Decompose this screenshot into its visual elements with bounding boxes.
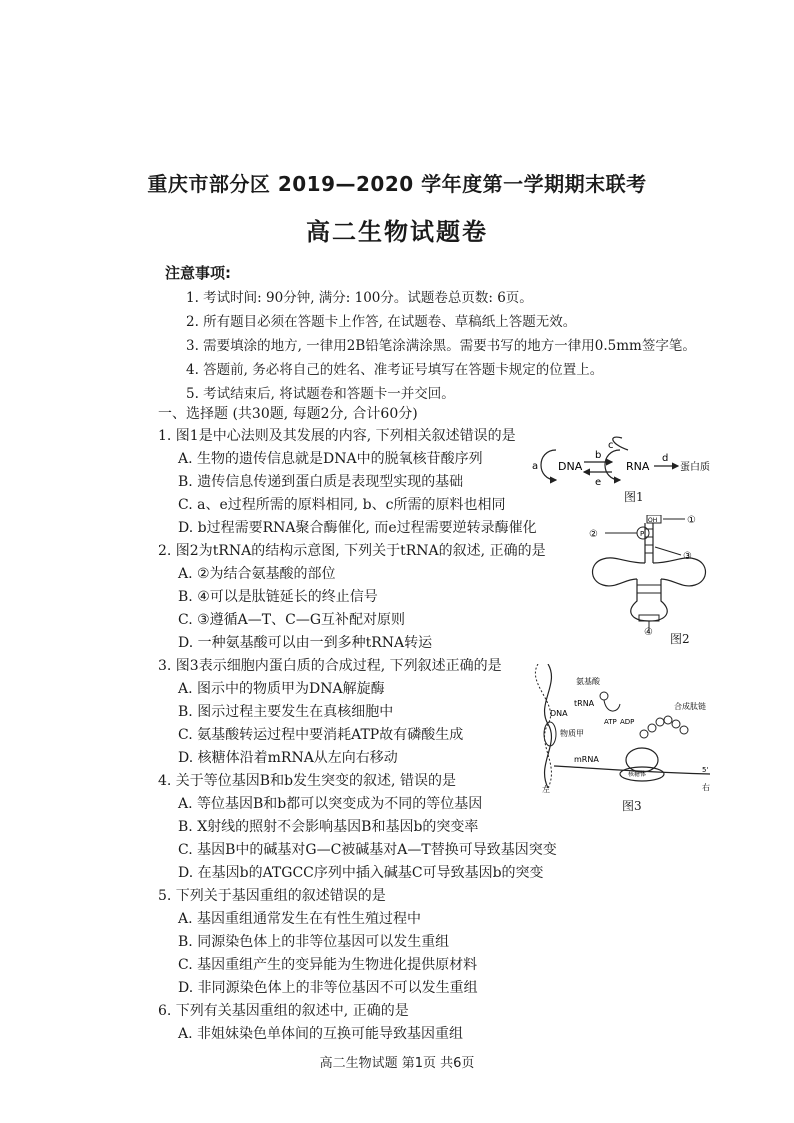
notice-item: 3. 需要填涂的地方, 一律用2B铅笔涂满涂黑。需要书写的地方一律用0.5mm签字笔。 <box>186 338 696 354</box>
fig3-dna: DNA <box>550 709 568 718</box>
fig3-right: 右 <box>702 783 710 792</box>
fig3-amino-acid: 氨基酸 <box>576 677 600 686</box>
question-1-stem: 1. 图1是中心法则及其发展的内容, 下列相关叙述错误的是 <box>158 428 516 444</box>
question-4-option-b: B. X射线的照射不会影响基因B和基因b的突变率 <box>178 819 479 835</box>
page-footer: 高二生物试题 第1页 共6页 <box>319 1056 475 1071</box>
question-3-option-a: A. 图示中的物质甲为DNA解旋酶 <box>178 681 385 697</box>
fig2-label-3: ③ <box>683 551 692 562</box>
fig1-label-d: d <box>662 453 669 464</box>
fig3-mrna: mRNA <box>574 755 599 764</box>
question-3-stem: 3. 图3表示细胞内蛋白质的合成过程, 下列叙述正确的是 <box>158 658 502 674</box>
fig3-adp: ADP <box>620 718 635 726</box>
fig1-label-a: a <box>532 461 539 472</box>
section-heading: 一、选择题 (共30题, 每题2分, 合计60分) <box>158 406 418 422</box>
question-5-option-a: A. 基因重组通常发生在有性生殖过程中 <box>178 911 422 927</box>
fig3-trna: tRNA <box>574 699 595 708</box>
fig2-label-1: ① <box>687 515 696 526</box>
fig1-label-c: c <box>608 440 614 451</box>
question-1-option-d: D. b过程需要RNA聚合酶催化, 而e过程需要逆转录酶催化 <box>178 520 537 536</box>
figure-1-caption: 图1 <box>624 490 644 504</box>
question-2-option-d: D. 一种氨基酸可以由一到多种tRNA转运 <box>178 635 433 651</box>
fig3-jia: 物质甲 <box>560 729 584 738</box>
question-1-option-a: A. 生物的遗传信息就是DNA中的脱氧核苷酸序列 <box>178 451 483 467</box>
fig2-oh: OH <box>648 517 658 524</box>
question-2-option-b: B. ④可以是肽链延长的终止信号 <box>178 589 378 605</box>
question-3-option-d: D. 核糖体沿着mRNA从左向右移动 <box>178 750 398 766</box>
fig3-ribosome: 核糖体 <box>628 771 647 778</box>
fig3-atp: ATP <box>604 718 617 726</box>
fig1-dna: DNA <box>558 460 583 473</box>
figure-3-protein-synthesis <box>534 664 714 794</box>
question-2-option-a: A. ②为结合氨基酸的部位 <box>178 566 336 582</box>
figure-2-trna-structure <box>585 515 715 635</box>
question-4-option-a: A. 等位基因B和b都可以突变成为不同的等位基因 <box>178 796 483 812</box>
figure-3-caption: 图3 <box>622 799 642 813</box>
question-2-option-c: C. ③遵循A—T、C—G互补配对原则 <box>178 612 406 628</box>
fig1-protein: 蛋白质 <box>680 462 710 473</box>
figure-2-caption: 图2 <box>670 632 690 646</box>
question-5-option-c: C. 基因重组产生的变异能为生物进化提供原材料 <box>178 957 478 973</box>
fig2-label-4: ④ <box>644 627 653 635</box>
question-1-option-c: C. a、e过程所需的原料相同, b、c所需的原料也相同 <box>178 497 506 513</box>
figure-1-central-dogma <box>528 436 718 506</box>
question-3-option-b: B. 图示过程主要发生在真核细胞中 <box>178 704 394 720</box>
fig1-label-b: b <box>595 450 602 461</box>
question-5-option-b: B. 同源染色体上的非等位基因可以发生重组 <box>178 934 450 950</box>
question-5-stem: 5. 下列关于基因重组的叙述错误的是 <box>158 888 386 904</box>
exam-title: 重庆市部分区 2019—2020 学年度第一学期期末联考 <box>147 172 647 196</box>
question-5-option-d: D. 非同源染色体上的非等位基因不可以发生重组 <box>178 980 478 996</box>
fig3-left: 左 <box>542 785 550 794</box>
question-4-option-d: D. 在基因b的ATGCC序列中插入碱基C可导致基因b的突变 <box>178 865 544 881</box>
question-4-option-c: C. 基因B中的碱基对G—C被碱基对A—T替换可导致基因突变 <box>178 842 557 858</box>
notice-heading: 注意事项: <box>165 264 231 282</box>
question-2-stem: 2. 图2为tRNA的结构示意图, 下列关于tRNA的叙述, 正确的是 <box>158 543 546 559</box>
notice-item: 5. 考试结束后, 将试题卷和答题卡一并交回。 <box>186 386 455 402</box>
fig2-label-2: ② <box>589 529 598 540</box>
fig2-p: P <box>640 530 645 538</box>
question-6-option-a: A. 非姐妹染色单体间的互换可能导致基因重组 <box>178 1026 464 1042</box>
question-4-stem: 4. 关于等位基因B和b发生突变的叙述, 错误的是 <box>158 773 456 789</box>
fig1-rna: RNA <box>626 460 650 473</box>
question-3-option-c: C. 氨基酸转运过程中要消耗ATP故有磷酸生成 <box>178 727 464 743</box>
notice-item: 1. 考试时间: 90分钟, 满分: 100分。试题卷总页数: 6页。 <box>186 290 533 306</box>
notice-item: 2. 所有题目必须在答题卡上作答, 在试题卷、草稿纸上答题无效。 <box>186 314 577 330</box>
question-6-stem: 6. 下列有关基因重组的叙述中, 正确的是 <box>158 1003 409 1019</box>
exam-subtitle: 高二生物试题卷 <box>306 218 488 246</box>
question-1-option-b: B. 遗传信息传递到蛋白质是表现型实现的基础 <box>178 474 464 490</box>
notice-item: 4. 答题前, 务必将自己的姓名、准考证号填写在答题卡规定的位置上。 <box>186 362 604 378</box>
fig1-label-e: e <box>595 477 602 488</box>
fig3-5-prime: 5' <box>702 766 709 774</box>
fig3-peptide-chain: 合成肽链 <box>674 702 706 711</box>
